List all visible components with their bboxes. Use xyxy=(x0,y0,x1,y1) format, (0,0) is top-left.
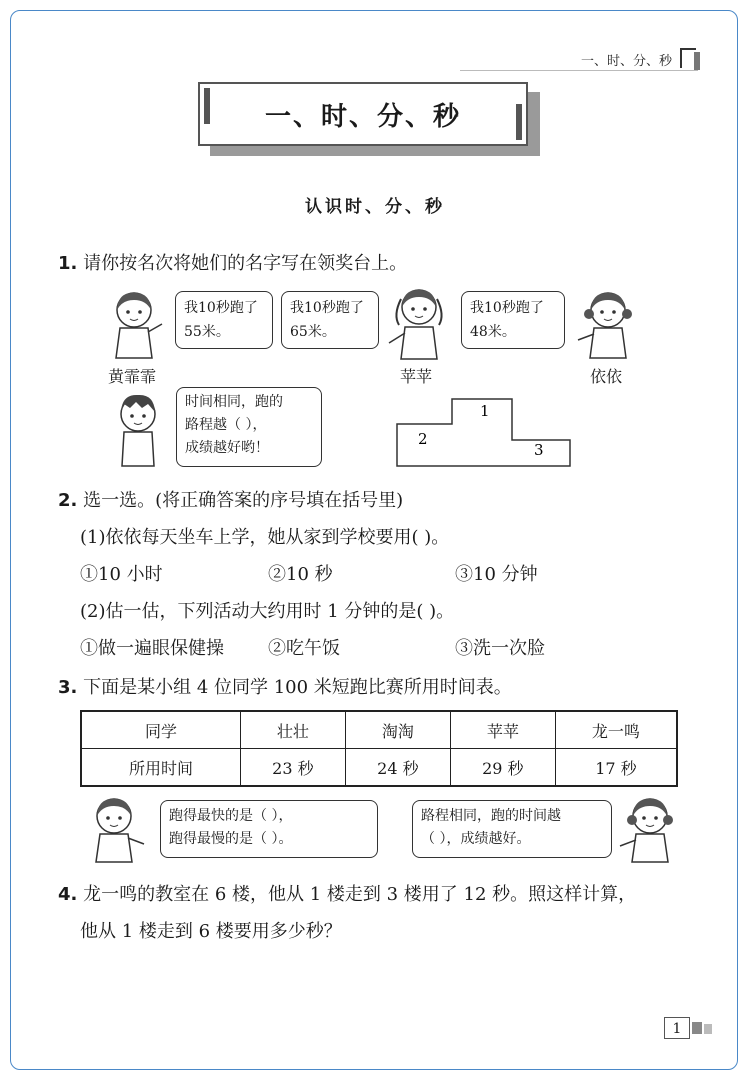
bubble-line: 跑得最快的是（ ）， xyxy=(169,808,293,824)
page-decor-bar xyxy=(704,1024,712,1034)
table-row xyxy=(81,749,677,787)
question-1 xyxy=(58,249,407,275)
header-bar-icon xyxy=(694,52,700,70)
girl-figure-illustration xyxy=(102,288,168,360)
page-number: 1 xyxy=(664,1017,690,1039)
podium-place-3: 3 xyxy=(534,441,544,459)
bubble-line: 55米。 xyxy=(184,324,230,340)
question-text: 请你按名次将她们的名字写在领奖台上。 xyxy=(83,253,408,274)
speech-bubble-fastest xyxy=(160,800,378,858)
header-section-tag: 一、时、分、秒 xyxy=(580,54,672,69)
bubble-line: 65米。 xyxy=(290,324,336,340)
chapter-title xyxy=(198,82,528,146)
question-2-sub-2: (2)估一估，下列活动大约用时 1 分钟的是( )。 xyxy=(80,601,455,622)
bubble-line: 我10秒跑了 xyxy=(470,300,544,316)
table-cell: 苹苹 xyxy=(450,711,555,749)
question-text: 选一选。(将正确答案的序号填在括号里) xyxy=(83,490,404,511)
podium-diagram xyxy=(396,398,572,468)
header-rule xyxy=(460,70,698,71)
podium-place-2: 2 xyxy=(418,430,428,448)
table-cell: 24 秒 xyxy=(345,749,450,787)
speech-bubble-yi xyxy=(461,291,565,349)
name-yi: 依依 xyxy=(590,367,623,386)
option-2-2-a: ①做一遍眼保健操 xyxy=(80,638,224,659)
table-cell: 龙一鸣 xyxy=(555,711,677,749)
option-2-1-b: ②10 秒 xyxy=(268,564,333,585)
bubble-line: 路程相同，跑的时间越 xyxy=(421,808,561,824)
table-cell: 壮壮 xyxy=(240,711,345,749)
question-2-sub-1: (1)依依每天坐车上学，她从家到学校要用( )。 xyxy=(80,527,450,548)
question-number: 1. xyxy=(58,253,78,274)
question-number: 3. xyxy=(58,677,78,698)
question-4-line-2: 他从 1 楼走到 6 楼要用多少秒？ xyxy=(80,921,342,942)
girl-figure-illustration xyxy=(572,288,644,360)
girl-figure-illustration xyxy=(616,794,678,864)
speech-bubble-ping xyxy=(281,291,379,349)
table-cell: 23 秒 xyxy=(240,749,345,787)
question-4 xyxy=(58,880,636,906)
table-cell: 所用时间 xyxy=(81,749,240,787)
bubble-line: 成绩越好哟！ xyxy=(185,440,269,456)
question-number: 2. xyxy=(58,490,78,511)
speech-bubble-huang xyxy=(175,291,273,349)
bubble-line: 路程越（ ）， xyxy=(185,417,267,433)
bubble-line: 我10秒跑了 xyxy=(290,300,364,316)
question-text: 龙一鸣的教室在 6 楼，他从 1 楼走到 3 楼用了 12 秒。照这样计算， xyxy=(83,884,637,905)
table-cell: 29 秒 xyxy=(450,749,555,787)
speech-bubble-boy xyxy=(176,387,322,467)
table-cell: 同学 xyxy=(81,711,240,749)
question-number: 4. xyxy=(58,884,78,905)
bubble-line: 时间相同，跑的 xyxy=(185,394,283,410)
chapter-title-text: 一、时、分、秒 xyxy=(264,101,461,132)
page-decor-bar xyxy=(692,1022,702,1034)
question-text: 下面是某小组 4 位同学 100 米短跑比赛所用时间表。 xyxy=(83,677,512,698)
option-2-1-c: ③10 分钟 xyxy=(455,564,538,585)
name-ping: 苹苹 xyxy=(400,367,433,386)
bubble-line: 跑得最慢的是（ ）。 xyxy=(169,831,293,847)
name-huang: 黄霏霏 xyxy=(108,367,157,386)
bubble-line: （ ），成绩越好。 xyxy=(421,831,531,847)
option-2-1-a: ①10 小时 xyxy=(80,564,163,585)
boy-figure-illustration xyxy=(108,392,168,468)
podium-place-1: 1 xyxy=(480,402,490,420)
table-header-row xyxy=(81,711,677,749)
option-2-2-c: ③洗一次脸 xyxy=(455,638,545,659)
table-cell: 淘淘 xyxy=(345,711,450,749)
option-2-2-b: ②吃午饭 xyxy=(268,638,340,659)
girl-figure-illustration xyxy=(383,285,455,361)
girl-figure-illustration xyxy=(84,794,148,864)
question-2 xyxy=(58,486,403,512)
bubble-line: 我10秒跑了 xyxy=(184,300,258,316)
bubble-line: 48米。 xyxy=(470,324,516,340)
lesson-subtitle: 认识时、分、秒 xyxy=(305,197,445,217)
race-time-table xyxy=(80,710,678,787)
question-3 xyxy=(58,673,512,699)
table-cell: 17 秒 xyxy=(555,749,677,787)
speech-bubble-rule xyxy=(412,800,612,858)
